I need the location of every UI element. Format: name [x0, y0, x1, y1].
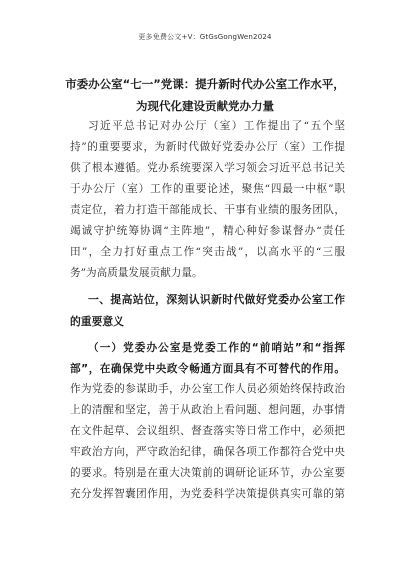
- intro-line: 务”为高质量发展贡献力量。: [70, 267, 203, 279]
- header-note: 更多免费公文+V：GtGsGongWen2024: [138, 33, 272, 41]
- body-line: 作为党委的参谋助手，办公室工作人员必须始终保持政治: [70, 383, 345, 395]
- document-title-line-1: 市委办公室“七一”党课：提升新时代办公室工作水平，: [65, 77, 345, 91]
- body-line: 牢政治方向，严守政治纪律，确保各项工作都符合党中央: [70, 446, 345, 458]
- intro-line: 供了根本遵循。党办系统要深入学习领会习近平总书记关: [70, 162, 345, 174]
- intro-line: 竭诚守护统筹协调“主阵地”，精心种好参谋督办“责任: [70, 225, 345, 237]
- body-line: 充分发挥智囊团作用，为党委科学决策提供真实可靠的第: [70, 488, 345, 500]
- intro-line: 于办公厅（室）工作的重要论述，聚焦“四最一中枢”职: [70, 183, 345, 195]
- intro-line: 持”的重要要求，为新时代做好党委办公厅（室）工作提: [70, 141, 345, 153]
- document-title-line-2: 为现代化建设贡献党办力量: [136, 99, 274, 113]
- intro-line: 责定位，着力打造干部能成长、干事有业绩的服务团队，: [70, 204, 345, 216]
- section-heading-line-2: 的重要意义: [70, 315, 124, 328]
- body-line: 的要求。特别是在重大决策前的调研论证环节，办公室要: [70, 467, 345, 479]
- subsection-heading-line-1: （一）党委办公室是党委工作的“前哨站”和“指挥: [88, 342, 345, 354]
- intro-line: 习近平总书记对办公厅（室）工作提出了“五个坚: [88, 120, 345, 132]
- body-line: 在文件起草、会议组织、督查落实等日常工作中，必须把: [70, 425, 345, 437]
- subsection-heading-line-2: 部”，在确保党中央政令畅通方面具有不可替代的作用。: [70, 363, 345, 375]
- section-heading-line-1: 一、提高站位，深刻认识新时代做好党委办公室工作: [88, 293, 345, 306]
- intro-line: 田”，全力打好重点工作“突击战”，以高水平的“三服: [70, 246, 345, 258]
- body-line: 上的清醒和坚定，善于从政治上看问题、想问题，办事情: [70, 404, 345, 416]
